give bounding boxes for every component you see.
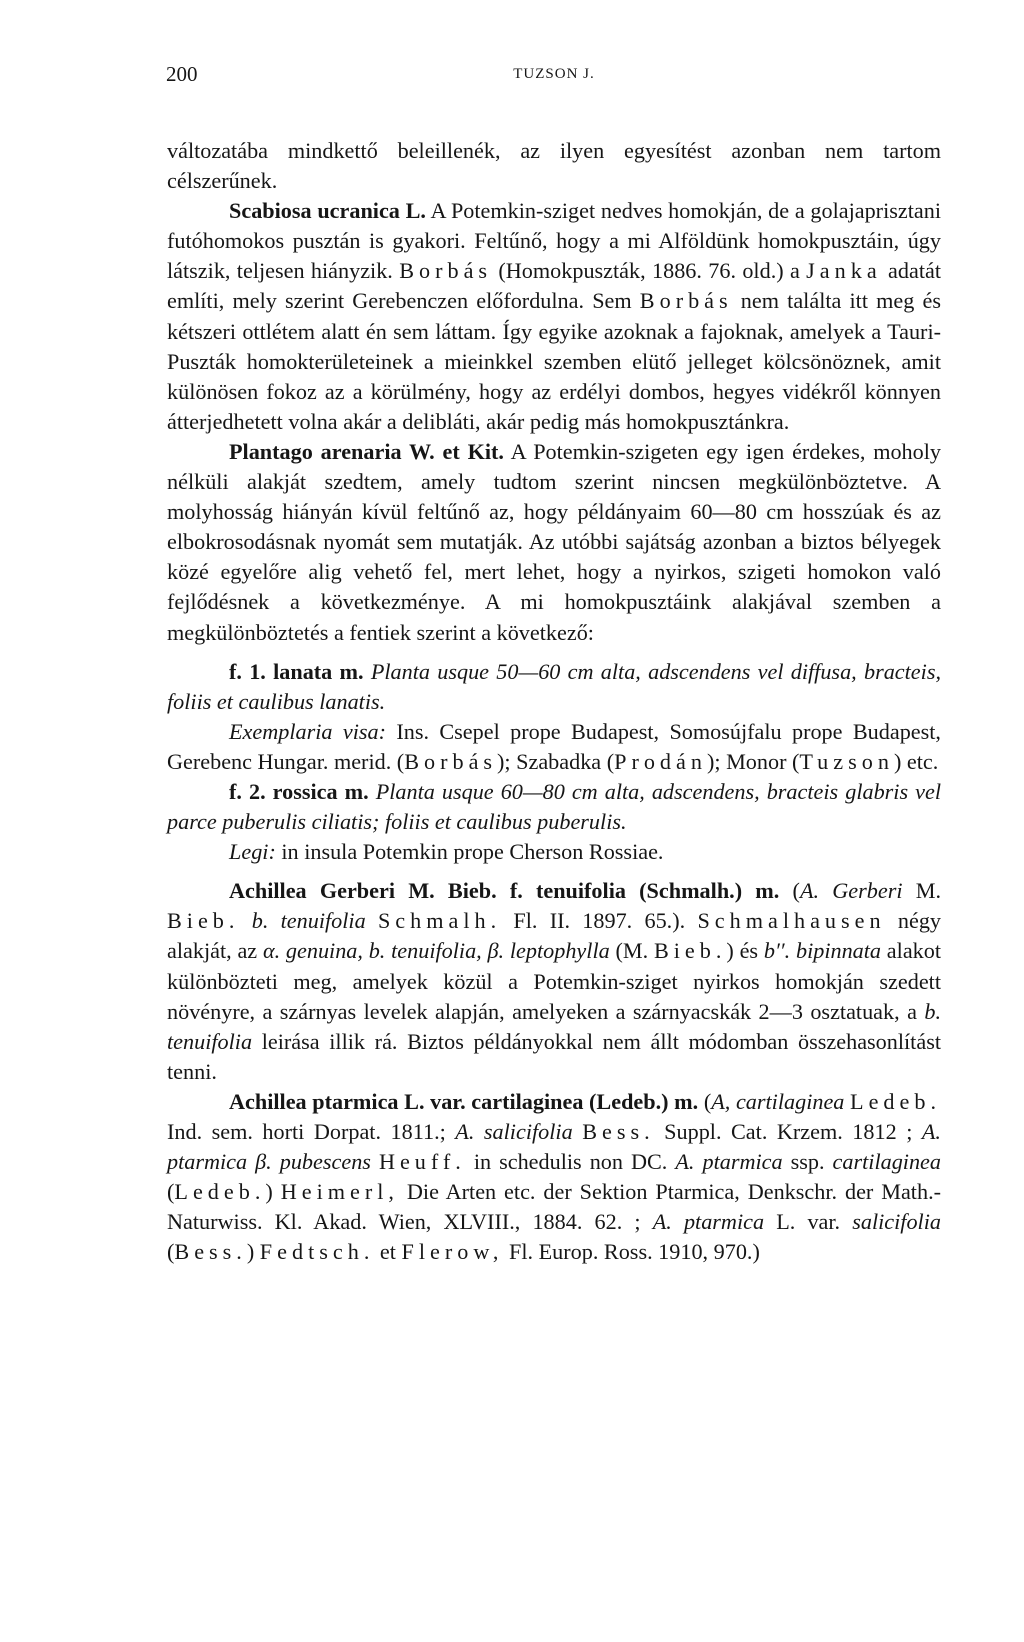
text: A. salicifolia (455, 1119, 573, 1144)
paragraph-achillea-ptarmica (167, 1087, 941, 1268)
author-name: Bieb. (653, 938, 727, 964)
text: in schedulis non DC. (465, 1149, 676, 1175)
text: (M. (609, 938, 654, 964)
text: A. Gerberi (799, 878, 903, 904)
text (369, 779, 376, 804)
text (573, 1119, 583, 1144)
text: ) etc. (893, 748, 939, 774)
text: alakot különbözteti meg, amelyek közül a Potemkin-sziget nyirkos homokján szedett növényre, a szárnyas levelek alapján, amelyeken a szárnyacskák 2—3 osztatuak, a (167, 938, 942, 1024)
text: ) (265, 1179, 281, 1205)
text: ); Monor ( (706, 748, 800, 774)
text: A, cartilaginea (711, 1088, 845, 1114)
text: A. ptarmica (652, 1209, 765, 1235)
text: b′′. bipinnata (763, 938, 882, 964)
author-name: Bieb. (167, 908, 240, 934)
text: Die Arten etc. der Sektion Ptarmica, Denkschr. der Math.-Naturwiss. Kl. Akad. Wien, XLVIII., 1884. 62. ; (167, 1179, 942, 1235)
author-name: Borbás (399, 258, 493, 284)
text: Suppl. Cat. Krzem. 1812 ; (654, 1119, 922, 1144)
text: α. genuina, b. tenuifolia, β. leptophylla (262, 938, 610, 964)
text: leirása illik rá. Biztos példányokkal nem állt módomban összehasonlítást tenni. (167, 1028, 941, 1084)
text: Fl. II. 1897. 65.). (501, 908, 698, 934)
author-name: Schmalhausen (697, 908, 886, 934)
text (371, 1149, 379, 1174)
text: b. tenuifolia (251, 908, 366, 934)
author-name: Ledeb. (174, 1179, 266, 1205)
author-name: Tuzson (799, 748, 894, 774)
paragraph-forma-rossica (167, 777, 941, 837)
label: Legi: (229, 839, 276, 865)
text: nem találta itt meg és kétszeri ottlétem alatt én sem láttam. Így egyike azoknak a fajoknak, amelyek a Tauri-Puszták homokterületeinek a mieinkkel szemben elütő jelleget kölcsönöznek, amit különösen fokoz az a körülmény, hogy az erdélyi dombos, hegyes vidékről könnyen átterjedhetett volna akár a delibláti, akár pedig más homokpusztánkra. (167, 288, 942, 434)
text: változatába mindkettő beleillenék, az ilyen egyesítést azonban nem tartom célszerűnek. (167, 138, 941, 194)
author-name: Schmalh. (377, 908, 502, 934)
author-name: Bess. (174, 1239, 247, 1265)
paragraph-legi (167, 837, 941, 867)
paragraph-continuation (167, 136, 941, 196)
text: A Potemkin-szigeten egy igen érdekes, moholy nélküli alakját szedtem, amely tudtom szerint nincsen megkülönböztetve. A molyhosság hiányán kívül feltűnő az, hogy példányaim 60—80 cm hosszúak és az elbokrosodásnak nyomát sem mutatják. Az utóbbi sajátság azonban a biztos bélyegek közé egyelőre alig vehető fel, mert lehet, hogy a nyirkos, szigeti homokon való fejlődésnek a következménye. A mi homokpusztáink alakjával szemben a megkülönböztetés a fentiek szerint a következő: (167, 438, 942, 645)
label: Exemplaria visa: (229, 718, 386, 744)
paragraph-plantago (167, 437, 941, 648)
text: A. ptarmica (675, 1149, 783, 1175)
author-name: Borbás (639, 288, 733, 314)
text: salicifolia (852, 1209, 941, 1235)
page-number: 200 (166, 62, 198, 86)
paragraph-forma-lanata (167, 657, 941, 717)
text (366, 908, 378, 933)
author-name: Borbás (404, 748, 498, 774)
text: M. (902, 878, 942, 904)
taxon-heading: Scabiosa ucranica L. (229, 198, 426, 224)
text (239, 908, 251, 933)
taxon-heading: Achillea ptarmica L. var. cartilaginea (Ledeb.) m. (229, 1088, 699, 1114)
text: L. var. (764, 1209, 853, 1235)
text: in insula Potemkin prope Cherson Rossiae. (275, 839, 664, 865)
text: ( (779, 878, 800, 904)
text (364, 659, 371, 684)
text: cartilaginea (832, 1149, 942, 1175)
taxon-heading: Plantago arenaria W. et Kit. (229, 438, 504, 464)
author-name: Prodán (614, 748, 707, 774)
text: b. tenuifolia (167, 998, 941, 1054)
text: ssp. (782, 1149, 833, 1175)
text: ) (246, 1239, 260, 1265)
paragraph-achillea-gerberi (167, 876, 941, 1087)
paragraph-exemplaria (167, 717, 941, 777)
text: A Potemkin-sziget nedves homokján, de a golajaprisztani futóhomokos pusztán is gyakori. Feltűnő, hogy a mi Alföldünk homokpusztáin, úgy látszik, teljesen hiányzik. (167, 198, 941, 284)
text: ) és (726, 938, 764, 964)
text: Ins. Csepel prope Budapest, Somosújfalu prope Budapest, Gerebenc Hungar. merid. ( (167, 718, 941, 774)
author-name: Heimerl, (280, 1179, 399, 1205)
author-name: Heuff. (378, 1149, 466, 1175)
running-head: TUZSON J. (513, 66, 595, 82)
text: et (374, 1239, 402, 1265)
taxon-heading: Achillea Gerberi M. Bieb. f. tenuifolia (Schmalh.) m. (229, 878, 780, 904)
author-name: Flerow, (401, 1239, 504, 1265)
text: ( (698, 1088, 712, 1114)
page-body (167, 136, 941, 1267)
text: ( (167, 1239, 175, 1265)
author-name: Janka (806, 258, 882, 284)
author-name: Ledeb. (850, 1088, 942, 1114)
text: Ind. sem. horti Dorpat. 1811.; (167, 1119, 456, 1144)
latin-diagnosis: Planta usque 60—80 cm alta, adscendens, bracteis glabris vel parce puberulis ciliatis; foliis et caulibus puberulis. (167, 778, 942, 835)
author-name: Fedtsch. (259, 1239, 375, 1265)
paragraph-scabiosa (167, 196, 941, 437)
forma-heading: f. 2. rossica m. (229, 778, 369, 804)
text: ( (167, 1179, 175, 1205)
text: Fl. Europ. Ross. 1910, 970.) (503, 1239, 760, 1265)
page-header (166, 62, 942, 92)
latin-diagnosis: Planta usque 50—60 cm alta, adscendens vel diffusa, bracteis, foliis et caulibus lanatis. (167, 658, 942, 714)
text: négy alakját, az (167, 908, 942, 964)
text: ); Szabadka ( (497, 748, 615, 774)
text: adatát említi, mely szerint Gerebenczen előfordulna. Sem (167, 258, 941, 314)
forma-heading: f. 1. lanata m. (229, 658, 364, 684)
author-name: Bess. (582, 1119, 655, 1144)
text: A. ptarmica β. pubescens (167, 1119, 941, 1175)
text: (Homokpuszták, 1886. 76. old.) a (492, 258, 807, 284)
